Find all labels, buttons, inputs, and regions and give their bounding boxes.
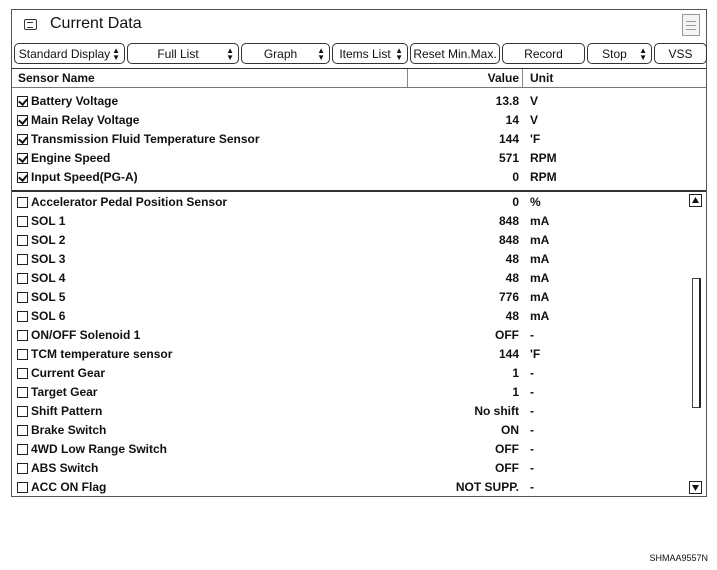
sensor-checkbox[interactable]: [17, 425, 28, 436]
app-icon: [24, 19, 37, 30]
items-list-select[interactable]: [332, 43, 408, 64]
stop-select-label: Stop: [602, 46, 627, 61]
sensor-unit: -: [530, 404, 534, 418]
sensor-unit: 'F: [530, 347, 541, 361]
sensor-row[interactable]: [12, 440, 706, 459]
sensor-value: 1: [512, 385, 519, 399]
sensor-unit: -: [530, 442, 534, 456]
sensor-row[interactable]: [12, 250, 706, 269]
stop-select[interactable]: [587, 43, 652, 64]
sensor-value: 776: [498, 290, 519, 304]
sensor-name: SOL 6: [31, 309, 66, 323]
sensor-row[interactable]: [12, 212, 706, 231]
sensor-name: Shift Pattern: [31, 404, 103, 418]
sensor-name: 4WD Low Range Switch: [31, 442, 168, 456]
sensor-checkbox[interactable]: [17, 387, 28, 398]
sensor-value: 571: [498, 151, 519, 165]
full-list-select[interactable]: [127, 43, 239, 64]
sensor-name: Main Relay Voltage: [31, 113, 140, 127]
sensor-unit: V: [530, 94, 539, 108]
sensor-row[interactable]: [12, 478, 706, 497]
sensor-value: OFF: [495, 442, 519, 456]
updown-arrows-icon: ▲ ▼: [317, 46, 325, 62]
sensor-name: ACC ON Flag: [31, 480, 107, 494]
sensor-checkbox[interactable]: [17, 349, 28, 360]
record-button-label: Record: [524, 46, 563, 61]
sensor-row[interactable]: [12, 459, 706, 478]
sensor-row[interactable]: [12, 421, 706, 440]
sensor-row[interactable]: [12, 383, 706, 402]
sensor-unit: RPM: [530, 170, 557, 184]
sensor-checkbox[interactable]: [17, 330, 28, 341]
sensor-unit: -: [530, 366, 534, 380]
sensor-unit: -: [530, 328, 534, 342]
graph-select-label: Graph: [263, 46, 298, 61]
sensor-name: SOL 2: [31, 233, 66, 247]
sensor-value: OFF: [495, 461, 519, 475]
updown-arrows-icon: ▲ ▼: [639, 46, 647, 62]
sensor-value: 13.8: [495, 94, 519, 108]
updown-arrows-icon: ▲ ▼: [112, 46, 120, 62]
vss-button[interactable]: [654, 43, 707, 64]
sensor-checkbox[interactable]: [17, 368, 28, 379]
sensor-unit: mA: [530, 271, 550, 285]
toolbar: [12, 42, 706, 66]
sensor-unit: 'F: [530, 132, 541, 146]
sensor-row[interactable]: [12, 168, 706, 187]
sensor-value: 48: [505, 271, 519, 285]
sensor-name: SOL 1: [31, 214, 66, 228]
sensor-value: 144: [498, 347, 519, 361]
sensor-checkbox[interactable]: [17, 197, 28, 208]
figure-caption: SHMAA9557N: [649, 553, 708, 563]
sensor-row[interactable]: [12, 269, 706, 288]
sensor-checkbox[interactable]: [17, 153, 28, 164]
sensor-unit: mA: [530, 290, 550, 304]
sensor-name: Battery Voltage: [31, 94, 119, 108]
header-unit: Unit: [530, 71, 554, 85]
sensor-checkbox[interactable]: [17, 96, 28, 107]
sensor-name: Transmission Fluid Temperature Sensor: [31, 132, 260, 146]
title-bar: [12, 10, 706, 40]
sensor-checkbox[interactable]: [17, 444, 28, 455]
sensor-unit: mA: [530, 214, 550, 228]
sensor-name: Input Speed(PG-A): [31, 170, 138, 184]
sensor-name: Current Gear: [31, 366, 106, 380]
table-header: [12, 68, 706, 88]
record-button[interactable]: [502, 43, 585, 64]
sensor-checkbox[interactable]: [17, 406, 28, 417]
graph-select[interactable]: [241, 43, 330, 64]
header-sensor-name: Sensor Name: [18, 71, 95, 85]
sensor-name: ABS Switch: [31, 461, 99, 475]
sensor-row[interactable]: [12, 149, 706, 168]
sensor-value: 48: [505, 309, 519, 323]
header-value: Value: [487, 71, 519, 85]
sensor-name: SOL 3: [31, 252, 66, 266]
standard-display-select-label: Standard Display: [18, 46, 111, 61]
sensor-unit: V: [530, 113, 539, 127]
sensor-row[interactable]: [12, 307, 706, 326]
sensor-value: NOT SUPP.: [455, 480, 519, 494]
sensor-unit: RPM: [530, 151, 557, 165]
menu-icon[interactable]: [682, 14, 700, 36]
sensor-checkbox[interactable]: [17, 216, 28, 227]
standard-display-select[interactable]: [14, 43, 125, 64]
sensor-value: 1: [512, 366, 519, 380]
sensor-checkbox[interactable]: [17, 115, 28, 126]
reset-min-max-button[interactable]: [410, 43, 500, 64]
sensor-name: SOL 5: [31, 290, 66, 304]
sensor-row[interactable]: [12, 345, 706, 364]
sensor-unit: mA: [530, 252, 550, 266]
sensor-checkbox[interactable]: [17, 311, 28, 322]
sensor-unit: mA: [530, 309, 550, 323]
sensor-unit: -: [530, 461, 534, 475]
sensor-name: Brake Switch: [31, 423, 107, 437]
sensor-checkbox[interactable]: [17, 292, 28, 303]
sensor-checkbox[interactable]: [17, 134, 28, 145]
sensor-unit: %: [530, 195, 541, 209]
sensor-value: No shift: [474, 404, 519, 418]
sensor-checkbox[interactable]: [17, 273, 28, 284]
current-data-window: [11, 9, 707, 497]
sensor-value: 144: [498, 132, 519, 146]
scroll-down-arrow-icon[interactable]: [689, 481, 702, 494]
sensor-name: ON/OFF Solenoid 1: [31, 328, 141, 342]
sensor-unit: -: [530, 385, 534, 399]
sensor-name: Accelerator Pedal Position Sensor: [31, 195, 228, 209]
sensor-value: 0: [512, 170, 519, 184]
sensor-unit: mA: [530, 233, 550, 247]
sensor-value: OFF: [495, 328, 519, 342]
sensor-row[interactable]: [12, 92, 706, 111]
sensor-row[interactable]: [12, 111, 706, 130]
list-divider: [12, 190, 706, 192]
sensor-value: 848: [498, 214, 519, 228]
updown-arrows-icon: ▲ ▼: [226, 46, 234, 62]
vss-button-label: VSS: [668, 46, 693, 61]
sensor-name: Engine Speed: [31, 151, 111, 165]
sensor-value: ON: [501, 423, 519, 437]
sensor-row[interactable]: [12, 130, 706, 149]
sensor-checkbox[interactable]: [17, 482, 28, 493]
sensor-value: 0: [512, 195, 519, 209]
full-list-select-label: Full List: [157, 46, 199, 61]
sensor-value: 848: [498, 233, 519, 247]
sensor-name: SOL 4: [31, 271, 66, 285]
updown-arrows-icon: ▲ ▼: [395, 46, 403, 62]
sensor-row[interactable]: [12, 288, 706, 307]
sensor-row[interactable]: [12, 364, 706, 383]
reset-min-max-button-label: Reset Min.Max.: [413, 46, 497, 61]
sensor-unit: -: [530, 423, 534, 437]
sensor-row[interactable]: [12, 402, 706, 421]
sensor-row[interactable]: [12, 193, 706, 212]
scroll-up-arrow-icon[interactable]: [689, 194, 702, 207]
scrollbar-thumb[interactable]: [692, 278, 701, 408]
sensor-value: 14: [505, 113, 519, 127]
sensor-checkbox[interactable]: [17, 235, 28, 246]
sensor-checkbox[interactable]: [17, 254, 28, 265]
sensor-checkbox[interactable]: [17, 463, 28, 474]
sensor-name: TCM temperature sensor: [31, 347, 173, 361]
window-title: Current Data: [50, 15, 142, 32]
sensor-name: Target Gear: [31, 385, 98, 399]
sensor-unit: -: [530, 480, 534, 494]
sensor-row[interactable]: [12, 231, 706, 250]
items-list-select-label: Items List: [339, 46, 391, 61]
sensor-value: 48: [505, 252, 519, 266]
sensor-checkbox[interactable]: [17, 172, 28, 183]
sensor-row[interactable]: [12, 326, 706, 345]
